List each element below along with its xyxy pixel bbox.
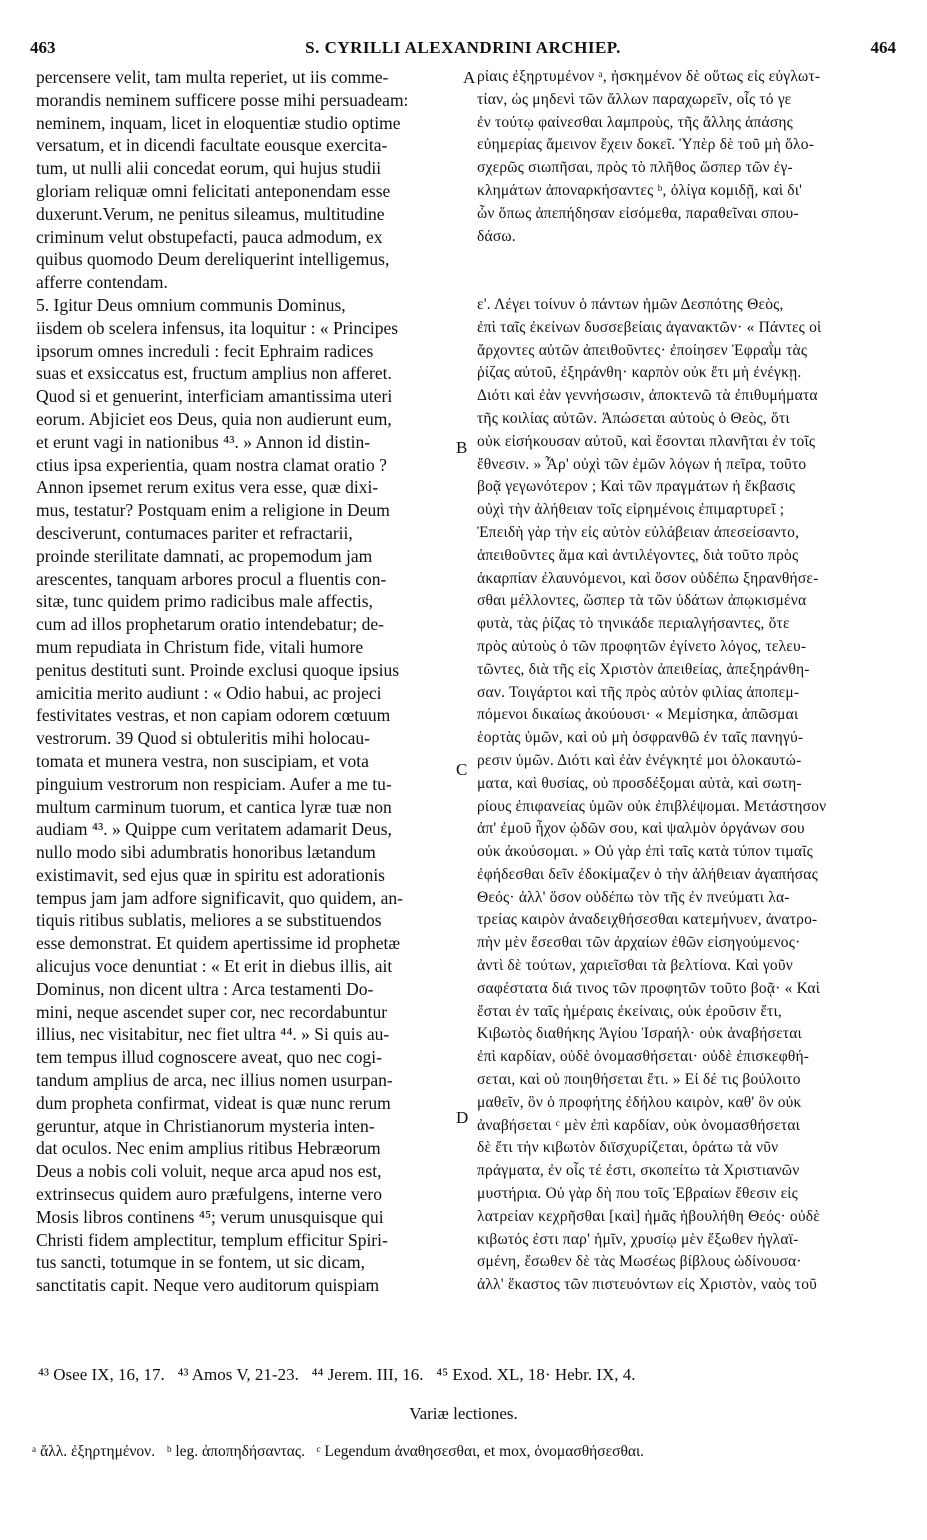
text-line: κιβωτός ἐστι παρ' ἡμῖν, χρυσίῳ μὲν ἔξωθεν ἠγλαϊ- xyxy=(477,1230,799,1248)
margin-marker-c: C xyxy=(456,760,468,779)
text-line: σχερῶς σιωπῆσαι, πρὸς τὸ πλῆθος ὥσπερ τῶν ἐγ- xyxy=(477,159,793,177)
text-line: ε'. Λέγει τοίνυν ὁ πάντων ἡμῶν Δεσπότης Θεὸς, xyxy=(477,295,784,313)
text-line: τῶντες, διὰ τῆς εἰς Χριστὸν ἀπειθείας, ἀπεξηράνθη- xyxy=(477,660,810,678)
text-line: ρεσιν ὑμῶν. Διότι καὶ ἐὰν ἐνέγκητέ μοι ὁλοκαυτώ- xyxy=(477,751,802,769)
text-line: esse demonstrat. Et quidem apertissime id prophetæ xyxy=(36,933,401,954)
text-line: tomata et munera vestra, non suscipiam, et vota xyxy=(36,750,369,771)
text-line: vestrorum. 39 Quod si obtuleritis mihi holocau- xyxy=(36,728,370,749)
text-line: ἄρχοντες αὐτῶν ἀπειθοῦντες· ἐποίησεν Ἐφραῒμ τὰς xyxy=(477,341,808,359)
text-line: illius, nec visitabitur, nec fiet ultra ⁴⁴. » Si quis au- xyxy=(36,1024,390,1045)
text-line: dat oculos. Nec enim amplius ritibus Hebræorum xyxy=(36,1138,381,1159)
text-line: ρίαις ἐξηρτυμένον ᵃ, ἠσκημένον δὲ οὕτως εἰς εὐγλωτ- xyxy=(477,68,821,85)
footnotes: ⁴³ Osee IX, 16, 17. ⁴³ Amos V, 21-23. ⁴⁴ Jerem. III, 16. ⁴⁵ Exod. XL, 18· Hebr. IX, 4. xyxy=(38,1365,636,1384)
text-line: ρίους ἐπιφανείας ὑμῶν οὐκ ἐπιβλέψομαι. Μετάστησον xyxy=(477,797,827,815)
text-line: 5. Igitur Deus omnium communis Dominus, xyxy=(36,294,346,315)
text-line: Διότι καὶ ἐὰν γεννήσωσιν, ἀποκτενῶ τὰ ἐπιθυμήματα xyxy=(477,387,818,405)
latin-column xyxy=(36,66,456,1297)
text-line: versatum, et in dicendi facultate eousque exercita- xyxy=(36,135,388,156)
text-line: Deus a nobis coli voluit, neque arca apud nos est, xyxy=(36,1161,382,1182)
text-line: penitus destituti sunt. Proinde exclusi quoque ipsius xyxy=(36,659,400,680)
text-line: ἑορτὰς ὑμῶν, καὶ οὐ μὴ ὀσφρανθῶ ἐν ταῖς πανηγύ- xyxy=(477,729,804,747)
text-line: δὲ ἔτι τὴν κιβωτὸν διϊσχυρίζεται, ὁράτω τὰ νῦν xyxy=(477,1139,779,1157)
text-line: mum repudiata in Christum fide, vitali humore xyxy=(36,636,364,657)
text-line: οὐχὶ τὴν ἀλήθειαν τοῖς εἰρημένοις ἐπιμαρτυρεῖ ; xyxy=(477,501,785,519)
text-line: μαθεῖν, ὃν ὁ προφήτης ἐδήλου καιρὸν, καθ' ὃν οὐκ xyxy=(477,1093,802,1111)
text-line: πράγματα, ἐν οἷς τέ ἐστι, σκοπείτω τὰ Χριστιανῶν xyxy=(477,1162,800,1180)
text-line: μυστήρια. Οὐ γὰρ δὴ που τοῖς Ἑβραίων ἔθεσιν εἰς xyxy=(477,1185,799,1203)
text-line: duxerunt.Verum, ne penitus sileamus, multitudine xyxy=(36,203,385,224)
text-line: tem tempus illud cognoscere aveat, quo nec cogi- xyxy=(36,1047,382,1068)
text-line: arescentes, tanquam arbores procul a fluentis con- xyxy=(36,568,387,589)
text-line: mus, testatur? Postquam enim a religione in Deum xyxy=(36,500,390,521)
text-line: geruntur, atque in Christianorum mysteria inten- xyxy=(36,1115,375,1136)
text-line: ἐφήδεσθαι δεῖν ἐδοκίμαζεν ὁ τὴν ἀλήθειαν ἀγαπήσας xyxy=(477,865,818,883)
text-line: φυτὰ, τὰς ῥίζας τὸ τηνικάδε περιαλγήσαντες, ὅτε xyxy=(477,615,790,633)
text-line: Κιβωτὸς διαθήκης Ἁγίου Ἰσραήλ· οὐκ ἀναβήσεται xyxy=(477,1025,802,1043)
text-line: πόμενοι δικαίως ἀκούουσι· « Μεμίσηκα, ἀπῶσμαι xyxy=(477,706,799,724)
text-line: τῆς κοιλίας αὐτῶν. Ἀπώσεται αὐτοὺς ὁ Θεὸς, ὅτι xyxy=(477,409,790,427)
text-line: tandum amplius de arca, nec illius nomen usurpan- xyxy=(36,1070,393,1091)
text-line: existimavit, sed ejus quæ in spiritu est adorationis xyxy=(36,864,385,885)
text-line: ἀντὶ δὲ τούτων, χαριεῖσθαι τὰ βελτίονα. Καὶ γοῦν xyxy=(477,957,793,975)
text-line: amicitia merito audiunt : « Odio habui, ac projeci xyxy=(36,682,382,703)
text-line: ἐν τούτῳ φαίνεσθαι λαμπροὺς, τῆς ἄλλης ἁπάσης xyxy=(477,113,794,131)
text-line: Dominus, non dicent ultra : Arca testamenti Do- xyxy=(36,978,374,999)
text-line: gloriam reliquæ omni felicitati anteponendam esse xyxy=(36,180,391,201)
text-line: neminem, inquam, licet in eloquentiæ studio optime xyxy=(36,112,401,133)
text-line: ἔθνεσιν. » Ἆρ' οὐχὶ τῶν ἐμῶν λόγων ἡ πεῖρα, τοῦτο xyxy=(477,455,807,473)
text-line: δάσω. xyxy=(477,227,516,245)
text-line: ῥίζας αὐτοῦ, ἐξηράνθη· καρπὸν οὐκ ἔτι μὴ ἐνέγκῃ. xyxy=(477,364,802,382)
text-line: ctius ipsa experientia, quam nostra clamat oratio ? xyxy=(36,454,387,475)
text-line: σαν. Τοιγάρτοι καὶ τῆς πρὸς αὐτὸν φιλίας ἀποπεμ- xyxy=(477,683,800,701)
text-line: εὐημερίας ἄμεινον ἔχειν δοκεῖ. Ὑπὲρ δὲ τοῦ μὴ ὅλο- xyxy=(477,136,815,154)
text-line: multum carminum tuorum, et cantica lyræ tuæ non xyxy=(36,796,392,817)
text-line: ἀναβήσεται ᶜ μὲν ἐπὶ καρδίαν, οὐκ ὀνομασθήσεται xyxy=(477,1116,801,1134)
text-line: κλημάτων ἀποναρκήσαντες ᵇ, ὀλίγα κομιδῇ, καὶ δι' xyxy=(477,181,803,199)
text-line: οὐκ ἀκούσομαι. » Οὐ γὰρ ἐπὶ ταῖς κατὰ τύπον τιμαῖς xyxy=(477,843,813,861)
text-line: σεται, καὶ οὐ ποιηθήσεται ἔτι. » Εἰ δέ τις βούλοιτο xyxy=(477,1071,801,1089)
text-line: οὐκ εἰσήκουσαν αὐτοῦ, καὶ ἔσονται πλανῆται ἐν τοῖς xyxy=(477,432,816,450)
text-line: Θεός· ἀλλ' ὅσον οὐδέπω τὸν τῆς ἐν πνεύματι λα- xyxy=(477,888,790,906)
text-line: sitæ, tunc quidem primo radicibus male affectis, xyxy=(36,591,373,612)
text-line: iisdem ob scelera infensus, ita loquitur : « Principes xyxy=(36,317,399,338)
text-line: Quod si et genuerint, interficiam amantissima uteri xyxy=(36,386,393,407)
text-line: τρείας καιρὸν ἀναδειχθήσεσθαι κατεμήνυεν, ἀνατρο- xyxy=(477,911,818,929)
text-line: πρὸς αὐτοὺς ὁ τῶν προφητῶν ἐγίνετο λόγος, τελευ- xyxy=(477,637,807,655)
text-line: tiquis ritibus sublatis, meliores a se substituendos xyxy=(36,910,382,931)
text-line: morandis neminem sufficere posse mihi persuadeam: xyxy=(36,89,409,110)
text-line: tum, ut nulli alii concedat eorum, qui hujus studii xyxy=(36,158,382,179)
page-number-left: 463 xyxy=(30,38,56,57)
text-line: nullo modo sibi adumbratis honoribus lætandum xyxy=(36,842,376,863)
text-line: Christi fidem amplectitur, templum efficitur Spiri- xyxy=(36,1229,388,1250)
text-line: πὴν μὲν ἔσεσθαι τῶν ἀρχαίων ἐθῶν εἰσηγούμενος· xyxy=(477,934,801,952)
text-line: σμένη, ἔσωθεν δὲ τὰς Μωσέως βίβλους ὠδίνουσα· xyxy=(477,1253,802,1271)
text-line: λατρείαν κεχρῆσθαι [καὶ] ἡμᾶς ἠβουλήθη Θεός· οὐδὲ xyxy=(477,1207,820,1225)
text-line: cum ad illos prophetarum oratio intendebatur; de- xyxy=(36,614,384,635)
text-line: alicujus voce denuntiat : « Et erit in diebus illis, ait xyxy=(36,956,393,977)
text-line: ἀκαρπίαν ἐλαυνόμενοι, καὶ ὅσον οὐδέπω ξηρανθήσε- xyxy=(477,569,819,587)
text-line: ἐπὶ ταῖς ἐκείνων δυσσεβείαις ἀγανακτῶν· « Πάντες οἱ xyxy=(477,318,822,336)
text-line: ματα, καὶ θυσίας, οὐ προσδέξομαι αὐτὰ, καὶ σωτη- xyxy=(477,774,802,792)
text-line: mini, neque ascendet super cor, nec recordabuntur xyxy=(36,1001,388,1022)
text-line: Annon ipsemet rerum exitus vera esse, quæ dixi- xyxy=(36,477,379,498)
greek-column xyxy=(477,66,897,1297)
margin-marker-d: D xyxy=(456,1108,469,1127)
text-line: ἀλλ' ἕκαστος τῶν πιστευόντων εἰς Χριστὸν, ναὸς τοῦ xyxy=(477,1276,818,1294)
text-line: τίαν, ὡς μηδενὶ τῶν ἄλλων παραχωρεῖν, οἷς τό γε xyxy=(477,90,792,108)
variae-lectiones: ᵃ ἄλλ. ἐξηρτημένον. ᵇ leg. ἀποπηδήσαντας. ᶜ Legendum ἀναθησεσθαι, et mox, ὀνομασθήσεσθαι. xyxy=(32,1443,645,1460)
text-line: Ἐπειδὴ γὰρ τὴν εἰς αὐτὸν εὐλάβειαν ἀπεσείσαντο, xyxy=(477,523,800,541)
text-line: Mosis libros continens ⁴⁵; verum unusquisque qui xyxy=(36,1206,384,1227)
text-line: pinguium vestrorum non respiciam. Aufer a me tu- xyxy=(36,773,392,794)
margin-marker-b: B xyxy=(456,438,468,457)
text-line: afferre contendam. xyxy=(36,272,168,293)
text-line: σαφέστατα διά τινος τῶν προφητῶν τοῦτο βοᾷ· « Καὶ xyxy=(477,979,821,997)
margin-marker-a: A xyxy=(463,68,476,87)
text-line: proinde sterilitate damnati, ac propemodum jam xyxy=(36,545,373,566)
text-line: suas et exsiccatus est, fructum amplius non afferet. xyxy=(36,363,392,384)
running-title: S. CYRILLI ALEXANDRINI ARCHIEP. xyxy=(305,38,621,57)
text-line: et erunt vagi in nationibus ⁴³. » Annon id distin- xyxy=(36,431,371,452)
text-line: audiam ⁴³. » Quippe cum veritatem adamarit Deus, xyxy=(36,819,392,840)
text-line: quibus quomodo Deum dereliquerint intelligemus, xyxy=(36,249,390,270)
text-line: criminum velut obstupefacti, pauca admodum, ex xyxy=(36,226,383,247)
text-line: βοᾷ γεγωνότερον ; Καὶ τῶν πραγμάτων ἡ ἔκβασις xyxy=(477,478,796,496)
text-line: ἀπ' ἐμοῦ ἦχον ᾠδῶν σου, καὶ ψαλμὸν ὀργάνων σου xyxy=(477,820,805,838)
text-line: ἀπειθοῦντες ἅμα καὶ ἀντιλέγοντες, διὰ τοῦτο πρὸς xyxy=(477,546,799,564)
text-line: extrinsecus quidem auro præfulgens, interne vero xyxy=(36,1184,383,1205)
page-number-right: 464 xyxy=(870,38,896,57)
variae-lectiones-title: Variæ lectiones. xyxy=(409,1404,518,1423)
text-line: σθαι μέλλοντες, ὥσπερ τὰ τῶν ὑδάτων ἀπῳκισμένα xyxy=(477,592,807,610)
text-line: tempus jam jam adfore significavit, quo quidem, an- xyxy=(36,887,403,908)
text-line: ὧν ὅπως ἀπεπήδησαν εἰσόμεθα, παραθεῖναι σπου- xyxy=(477,204,799,222)
text-line: desciverunt, contumaces pariter et refractarii, xyxy=(36,522,353,543)
running-header xyxy=(30,38,896,62)
text-line: percensere velit, tam multa reperiet, ut iis comme- xyxy=(36,67,389,87)
text-line: festivitates vestras, et non capiam odorem cœtuum xyxy=(36,705,391,726)
text-line: ipsorum omnes increduli : fecit Ephraim radices xyxy=(36,340,374,361)
text-line: eorum. Abjiciet eos Deus, quia non audierunt eum, xyxy=(36,408,392,429)
text-line: ἐπὶ καρδίαν, οὐδὲ ὀνομασθήσεται· οὐδὲ ἐπισκεφθή- xyxy=(477,1048,810,1066)
text-line: tus sancti, totumque in se fontem, ut sic dicam, xyxy=(36,1252,366,1273)
text-line: sanctitatis capit. Neque vero auditorum quispiam xyxy=(36,1275,380,1296)
text-line: ἔσται ἐν ταῖς ἡμέραις ἐκείναις, οὐκ ἐροῦσιν ἔτι, xyxy=(477,1002,782,1020)
text-line: dum propheta confirmat, videat is quæ nunc rerum xyxy=(36,1092,391,1113)
